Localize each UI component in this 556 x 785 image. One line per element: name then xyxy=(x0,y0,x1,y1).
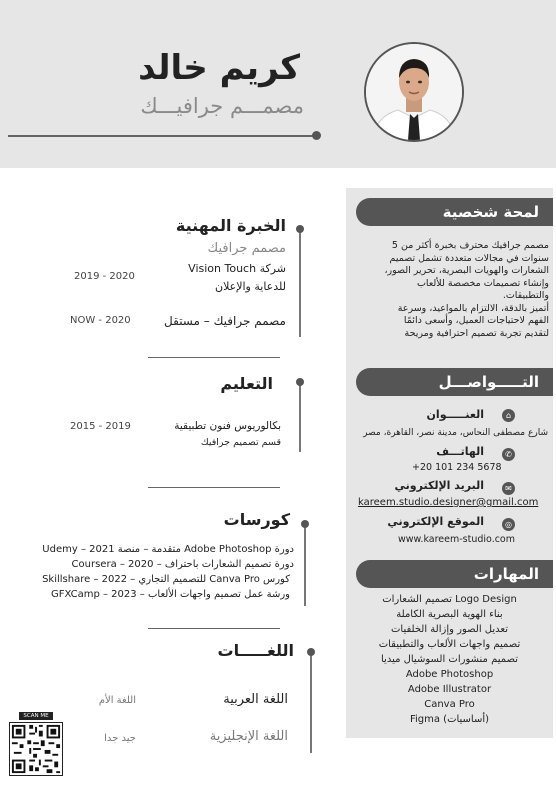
profile-line: أتميز بالدقة، الالتزام بالمواعيد، وسرعة xyxy=(397,302,549,314)
profile-line: الفهم لاحتياجات العميل، وأسعى دائمًا xyxy=(403,315,549,326)
timeline-line xyxy=(299,382,301,452)
address-label: العنـــــوان xyxy=(426,408,484,421)
location-icon: ⌂ xyxy=(502,409,515,422)
email-link[interactable]: kareem.studio.designer@gmail.com xyxy=(358,497,539,508)
job1-title: مصمم جرافيك xyxy=(207,241,286,256)
profile-photo xyxy=(364,42,464,142)
profile-text xyxy=(352,240,549,340)
profile-line: والتطبيقات. xyxy=(502,290,549,301)
skill-item: Figma (أساسيات) xyxy=(409,714,490,725)
profile-line: الشعارات والهويات البصرية، تحرير الصور، xyxy=(384,265,549,276)
job2-date: NOW - 2020 xyxy=(70,315,131,326)
course-item: كورس Canva Pro للتصميم التجاري – Skillshare – 2022 xyxy=(42,574,290,585)
section-divider xyxy=(148,487,280,488)
website-link[interactable]: www.kareem-studio.com xyxy=(398,534,516,545)
language-english: اللغة الإنجليزية xyxy=(209,729,288,744)
language-arabic-level: اللغة الأم xyxy=(98,695,136,706)
address-value: شارع مصطفى النحاس، مدينة نصر، القاهرة، مصر xyxy=(363,428,548,438)
skill-item: تعديل الصور وإزالة الخلفيات xyxy=(391,624,508,635)
person-name: كريم خالد xyxy=(138,48,300,88)
skills-heading: المهارات xyxy=(356,560,553,588)
course-item: ورشة عمل تصميم واجهات الألعاب – GFXCamp – 2023 xyxy=(50,589,290,600)
section-divider xyxy=(148,628,280,629)
skill-item: Canva Pro xyxy=(424,699,475,710)
skill-item: تصميم الشعارات Logo Design xyxy=(382,594,517,605)
timeline-dot xyxy=(307,648,315,656)
header-divider xyxy=(8,135,316,137)
profile-line: سنوات في مجالات متعددة تشمل تصميم xyxy=(389,252,549,264)
section-divider xyxy=(148,357,280,358)
skill-item: تصميم منشورات السوشيال ميديا xyxy=(380,654,518,665)
skill-item: تصميم واجهات الألعاب والتطبيقات xyxy=(378,639,521,650)
language-arabic: اللغة العربية xyxy=(223,692,288,707)
skill-item: بناء الهوية البصرية الكاملة xyxy=(396,609,503,620)
languages-heading: اللغـــــات xyxy=(217,641,294,660)
phone-value: +20 101 234 5678 xyxy=(412,462,502,473)
profile-line: وإنشاء تصميمات مخصصة للألعاب xyxy=(416,277,549,289)
qr-code-icon xyxy=(9,722,63,776)
website-label: الموقع الإلكتروني xyxy=(387,515,484,528)
courses-heading: كورسات xyxy=(223,510,290,529)
job1-company: شركة Vision Touch xyxy=(188,262,286,275)
email-label: البريد الإلكتروني xyxy=(394,479,484,492)
qr-code xyxy=(9,713,63,774)
profile-heading: لمحة شخصية xyxy=(356,198,553,226)
header-divider-dot xyxy=(312,131,321,140)
timeline-line xyxy=(299,229,301,337)
course-item: دورة تصميم الشعارات باحتراف – Coursera – 2020 xyxy=(71,559,294,570)
globe-icon: ◎ xyxy=(502,518,515,531)
timeline-dot xyxy=(296,378,304,386)
skill-item: Adobe Photoshop xyxy=(405,669,494,680)
language-english-level: جيد جدا xyxy=(104,733,136,744)
person-portrait-icon xyxy=(366,44,462,140)
timeline-dot xyxy=(301,520,309,528)
profile-line: مصمم جرافيك محترف بخبرة أكثر من 5 xyxy=(391,240,549,251)
education-date: 2015 - 2019 xyxy=(70,421,131,432)
degree: بكالوريوس فنون تطبيقية xyxy=(174,420,281,432)
degree-department: قسم تصميم جرافيك xyxy=(200,437,281,448)
timeline-line xyxy=(304,524,306,606)
qr-label: SCAN ME xyxy=(19,712,53,720)
timeline-dot xyxy=(296,225,304,233)
job1-date: 2019 - 2020 xyxy=(74,271,135,282)
education-heading: التعليم xyxy=(220,374,273,393)
experience-heading: الخبرة المهنية xyxy=(175,216,286,235)
phone-label: الهاتـــف xyxy=(436,445,484,458)
phone-icon: ✆ xyxy=(502,448,515,461)
person-job-title: مصمـــم جرافيـــك xyxy=(140,94,304,118)
course-item: دورة Adobe Photoshop متقدمة – منصة Udemy – 2021 xyxy=(42,544,294,555)
job1-company-line2: للدعاية والإعلان xyxy=(215,280,286,293)
skill-item: Adobe Illustrator xyxy=(407,684,492,695)
job2-title: مصمم جرافيك – مستقل xyxy=(164,314,286,328)
timeline-line xyxy=(310,655,312,753)
contact-heading: التـــــواصـــل xyxy=(356,368,553,396)
profile-line: لتقديم تجربة تصميم احترافية ومريحة xyxy=(404,327,549,339)
email-icon: ✉ xyxy=(502,482,515,495)
